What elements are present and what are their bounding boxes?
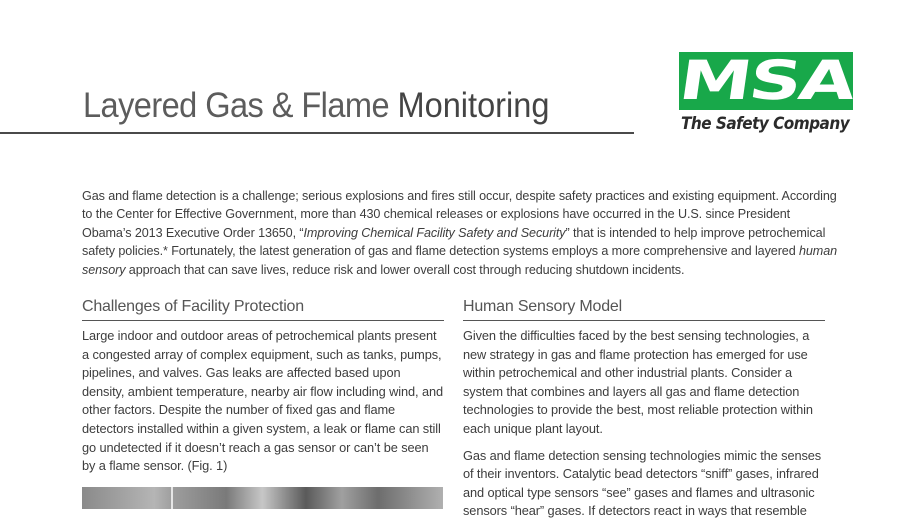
section-challenges xyxy=(82,295,444,476)
section-paragraph: Large indoor and outdoor areas of petrochemical plants present a congested array of complex equipment, such as tanks, pumps, pipelines, and valves. Gas leaks are affected based upon density, ambient temperature, nearby air flow including wind, and other factors. Despite the number of fixed gas and flame detectors installed within a given system, a leak or flame can still go undetected if it doesn’t reach a gas sensor or can’t be seen by a flame sensor. (Fig. 1) xyxy=(82,328,444,474)
intro-text-2: ” that is intended to help improve petrochemical safety policies.* Fortunately, the latest generation of gas and flame detection systems employs a more comprehensive and layered xyxy=(82,225,826,259)
title-light: Layered Gas & Flame xyxy=(83,86,398,125)
logo-wordmark: MSA xyxy=(674,49,858,112)
section-paragraph: Given the difficulties faced by the best sensing technologies, a new strategy in gas and flame protection has emerged for use within petrochemical and other industrial plants. Consider a system that combines and layers all gas and flame detection technologies to provide the best, most reliable protection within each unique plant layout. xyxy=(463,328,813,436)
page-title xyxy=(83,84,549,128)
intro-text-1: Gas and flame detection is a challenge; serious explosions and fires still occur, despite safety practices and existing equipment. According to the Center for Effective Government, more than 430 chemical releases or explosions have occurred in the U.S. since President Obama’s 2013 Executive Order 13650, “ xyxy=(82,189,837,240)
intro-italic-2: human sensory xyxy=(82,244,838,277)
photo-divider xyxy=(171,487,173,509)
intro-paragraph xyxy=(82,187,842,279)
title-bold: Monitoring xyxy=(397,86,550,125)
intro-italic-1: Improving Chemical Facility Safety and Security xyxy=(303,225,566,240)
section-heading: Human Sensory Model xyxy=(463,295,825,321)
logo-tagline: The Safety Company xyxy=(681,114,850,134)
figure-plant-photo xyxy=(82,487,443,509)
msa-logo xyxy=(674,49,858,112)
section-paragraph: Gas and flame detection sensing technologies mimic the senses of their inventors. Catalytic bead detectors “sniff” gases, infrared and optical type sensors “see” gases and flames and ultrasonic sensors “hear” gases. If detectors react in ways that resemble xyxy=(463,447,822,519)
title-divider xyxy=(0,132,634,134)
section-heading: Challenges of Facility Protection xyxy=(82,295,444,321)
intro-text-3: approach that can save lives, reduce risk and lower overall cost through reducing shutdown incidents. xyxy=(125,262,685,277)
section-human-sensory-model xyxy=(463,295,825,521)
